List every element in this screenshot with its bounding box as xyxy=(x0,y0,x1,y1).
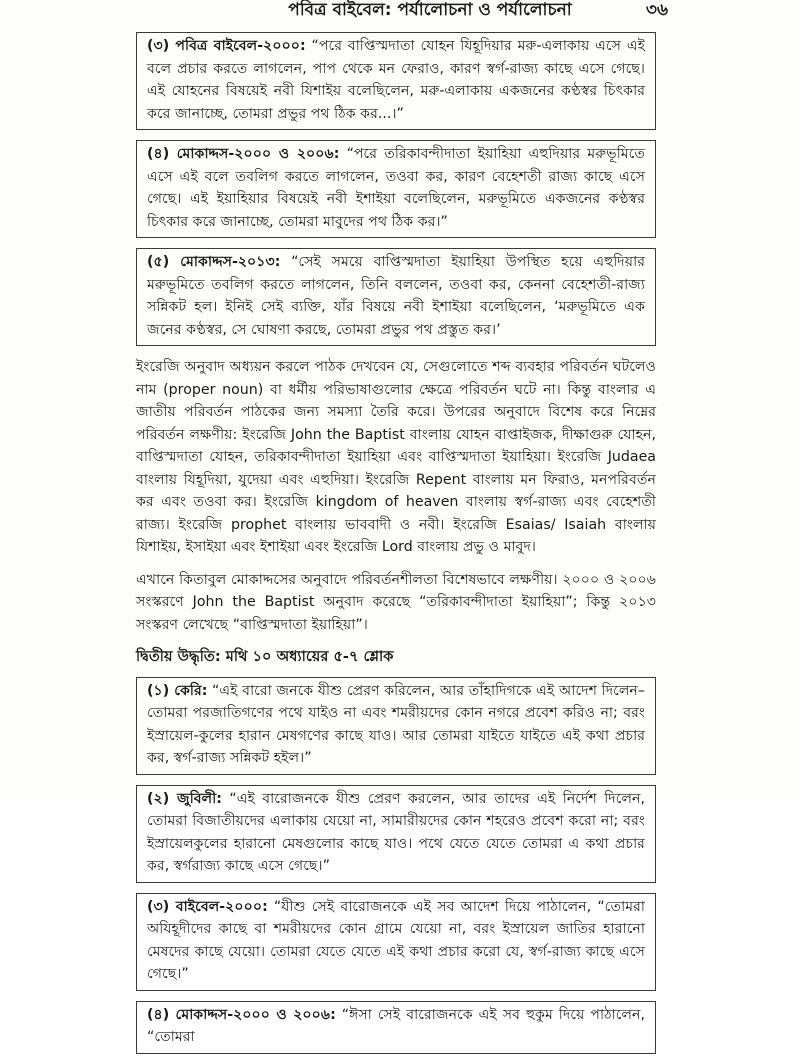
quote-box xyxy=(136,785,656,883)
body-paragraph: ইংরেজি অনুবাদ অধ্যয়ন করলে পাঠক দেখবেন যে, সেগুলোতে শব্দ ব্যবহার পরিবর্তন ঘটলেও নাম (proper noun) বা ধর্মীয় পরিভাষাগুলোর ক্ষেত্রে পরিবর্তন ঘটে না। কিন্তু বাংলার এ জাতীয় পরিবর্তন পাঠকের জন্য সমস্যা তৈরি করে। উপরের অনুবাদে বিশেষ করে নিম্নের পরিবর্তন লক্ষণীয়: ইংরেজি John the Baptist বাংলায় যোহন বাপ্তাইজক, দীক্ষাগুরু যোহন, বাপ্তিস্মদাতা যোহন, তরিকাবন্দীদাতা ইয়াহিয়া এবং বাপ্তিস্মদাতা ইয়াহিয়া। ইংরেজি Judaea বাংলায় যিহূদিয়া, যুদেয়া এবং এহুদিয়া। ইংরেজি Repent বাংলায় মন ফিরাও, মনপরিবর্তন কর এবং তওবা কর। ইংরেজি kingdom of heaven বাংলায় স্বর্গ-রাজ্য এবং বেহেশতী রাজ্য। ইংরেজি prophet বাংলায় ভাববাদী ও নবী। ইংরেজি Esaias/ Isaiah বাংলায় যিশাইয়, ইসাইয়া এবং ইশাইয়া এবং ইংরেজি Lord বাংলায় প্রভু ও মাবুদ। xyxy=(136,359,656,555)
quote-text: “পরে তরিকাবন্দীদাতা ইয়াহিয়া এহুদিয়ার মরুভূমিতে এসে এই বলে তবলিগ করতে লাগলেন, তওবা কর, কারণ বেহেশতী রাজ্য কাছে এসে গেছে। এই ইয়াহিয়ার বিষয়েই নবী ইশাইয়া বলেছিলেন, মরুভূমিতে একজনের কণ্ঠস্বর চিৎকার করে জানাচ্ছে, তোমরা মাবুদের পথ ঠিক কর।” xyxy=(147,146,645,230)
quote-source: (২) জুবিলী: xyxy=(147,790,222,807)
page-header xyxy=(0,0,800,24)
page-number: ৩৬ xyxy=(645,0,668,20)
quote-text: “যীশু সেই বারোজনকে এই সব আদেশ দিয়ে পাঠালেন, “তোমরা অযিহূদীদের কাছে বা শমরীয়দের কোন গ্রামে যেয়ো না, বরং ইস্রায়েল জাতির হারানো মেষদের কাছে যেয়ো। তোমরা যেতে যেতে এই কথা প্রচার করো যে, স্বর্গ-রাজ্য কাছে এসে গেছে।” xyxy=(147,898,645,982)
quote-source: (৪) মোকাদ্দস-২০০০ ও ২০০৬: xyxy=(147,146,340,162)
quote-text: “সেই সময়ে বাপ্তিস্মদাতা ইয়াহিয়া উপস্থিত হয়ে এহুদিয়ার মরুভূমিতে তবলিগ করতে লাগলেন, তিনি বললেন, তওবা কর, কেননা বেহেশতী-রাজ্য সন্নিকট হল। ইনিই সেই ব্যক্তি, যাঁর বিষয়ে নবী ইশাইয়া বলেছিলেন, ‘মরুভূমিতে এক জনের কণ্ঠস্বর, সে ঘোষণা করছে, তোমরা প্রভুর পথ প্রস্তুত কর।’ xyxy=(147,254,645,338)
body-paragraph: এখানে কিতাবুল মোকাদ্দসের অনুবাদে পরিবর্তনশীলতা বিশেষভাবে লক্ষণীয়। ২০০০ ও ২০০৬ সংস্করণে John the Baptist অনুবাদ করেছে “তরিকাবন্দীদাতা ইয়াহিয়া”; কিন্তু ২০১৩ সংস্করণ লেখেছে “বাপ্তিস্মদাতা ইয়াহিয়া”। xyxy=(136,571,656,633)
quote-box xyxy=(136,677,656,775)
quote-text: “পরে বাপ্তিস্মদাতা যোহন যিহূদিয়ার মরু-এলাকায় এসে এই বলে প্রচার করতে লাগলেন, পাপ থেকে মন ফেরাও, কারণ স্বর্গ-রাজ্য কাছে এসে গেছে। এই যোহনের বিষয়েই নবী যিশাইয় বলেছিলেন, মরু-এলাকায় একজনের কণ্ঠস্বর চিৎকার করে জানাচ্ছে, তোমরা প্রভুর পথ ঠিক কর...।” xyxy=(147,38,645,122)
quote-text: “এই বারো জনকে যীশু প্রেরণ করিলেন, আর তাঁহাদিগকে এই আদেশ দিলেন– তোমরা পরজাতিগণের পথে যাইও না এবং শমরীয়দের কোন নগরে প্রবেশ করিও না; বরং ইস্রায়েল-কুলের হারান মেষগণের কাছে যাও। আর তোমরা যাইতে যাইতে এই কথা প্রচার কর, স্বর্গ-রাজ্য সন্নিকট হইল।” xyxy=(147,682,645,766)
quote-box xyxy=(136,32,656,130)
quote-source: (৩) বাইবেল-২০০০: xyxy=(147,898,268,915)
quote-box xyxy=(136,248,656,346)
running-title: পবিত্র বাইবেল: পর্যালোচনা ও পর্যালোচনা xyxy=(288,0,572,20)
quote-text: “এই বারোজনকে যীশু প্রেরণ করলেন, আর তাদের এই নির্দেশ দিলেন, তোমরা বিজাতীয়দের এলাকায় যেয়ো না, সামারীয়দের কোন শহরেও প্রবেশ করো না; বরং ইস্রায়েলকুলের হারানো মেষগুলোর কাছে যাও। পথে যেতে যেতে তোমরা এ কথা প্রচার কর, স্বর্গরাজ্য কাছে এসে গেছে।” xyxy=(147,790,645,874)
quote-box xyxy=(136,893,656,991)
quote-source: (১) কেরি: xyxy=(147,682,208,699)
page-body xyxy=(136,32,656,1064)
quote-box xyxy=(136,1001,656,1054)
quote-box xyxy=(136,140,656,238)
section-heading: দ্বিতীয় উদ্ধৃতি: মথি ১০ অধ্যায়ের ৫-৭ শ্লোক xyxy=(136,648,394,665)
quote-text: “ঈসা সেই বারোজনকে এই সব হুকুম দিয়ে পাঠালেন, “তোমরা xyxy=(147,1006,646,1045)
quote-source: (৩) পবিত্র বাইবেল-২০০০: xyxy=(147,38,306,54)
quote-source: (৫) মোকাদ্দস-২০১৩: xyxy=(147,254,281,270)
quote-source: (৪) মোকাদ্দস-২০০০ ও ২০০৬: xyxy=(147,1006,336,1023)
